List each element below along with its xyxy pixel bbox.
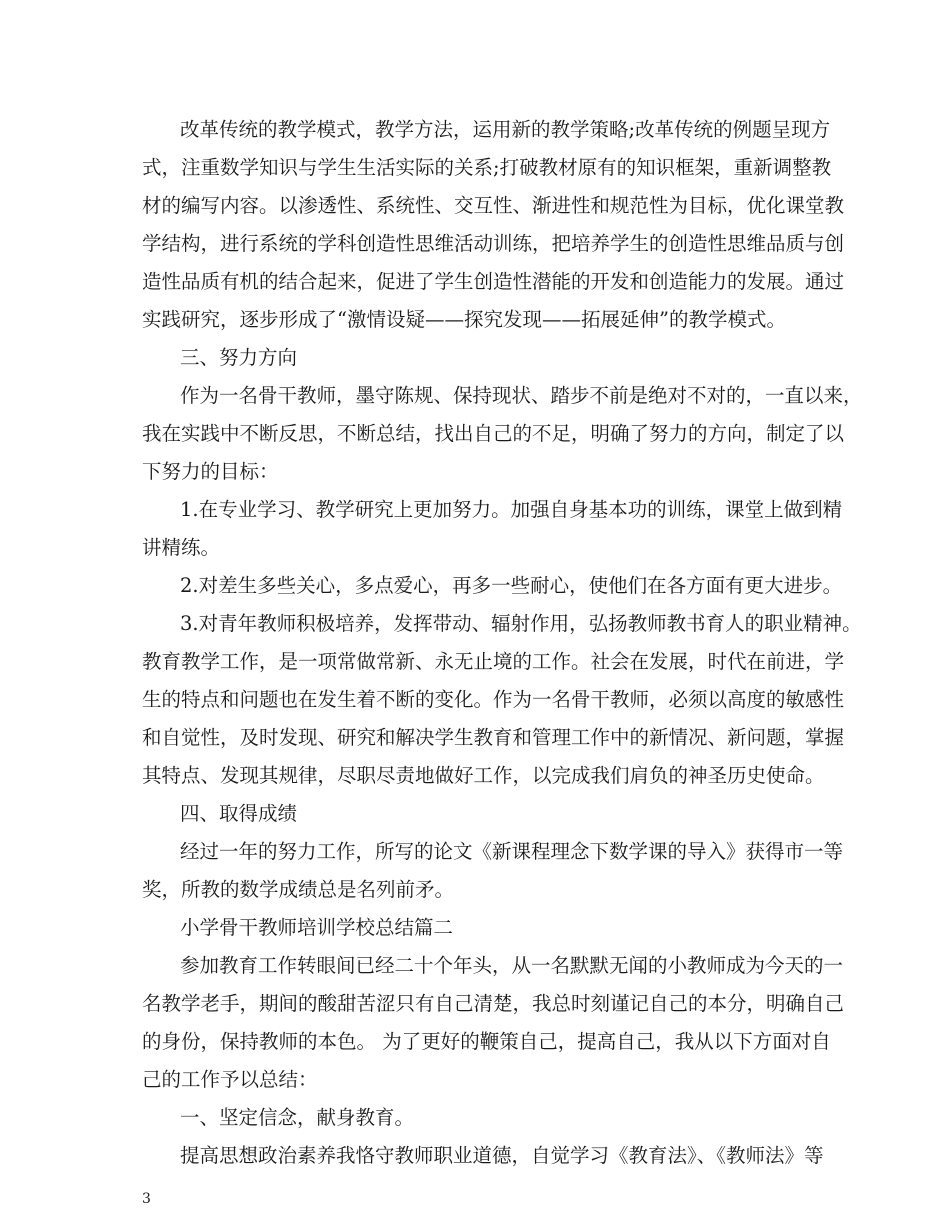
text-line: 下努力的目标： xyxy=(142,460,279,483)
text-line: 生的特点和问题也在发生着不断的变化。作为一名骨干教师，必须以高度的敏感性 xyxy=(142,688,845,711)
section-heading: 四、取得成绩 xyxy=(180,802,298,825)
text-line: 奖，所教的数学成绩总是名列前矛。 xyxy=(142,878,455,901)
text-line: 名教学老手，期间的酸甜苦涩只有自己清楚，我总时刻谨记自己的本分，明确自己 xyxy=(142,992,845,1015)
text-line: 其特点、发现其规律，尽职尽责地做好工作，以完成我们肩负的神圣历史使命。 xyxy=(142,764,825,787)
text-line: 教育教学工作，是一项常做常新、永无止境的工作。社会在发展，时代在前进，学 xyxy=(142,650,845,673)
text-line: 提高思想政治素养我恪守教师职业道德，自觉学习《教育法》、《教师法》等 xyxy=(180,1144,824,1167)
text-line: 的身份，保持教师的本色。 为了更好的鞭策自己，提高自己，我从以下方面对自 xyxy=(142,1030,831,1053)
text-line: 实践研究，逐步形成了“激情设疑——探究发现——拓展延伸”的教学模式。 xyxy=(142,308,786,331)
list-item: 3.对青年教师积极培养，发挥带动、辐射作用，弘扬教师教书育人的职业精神。 xyxy=(180,612,862,635)
text-line: 和自觉性，及时发现、研究和解决学生教育和管理工作中的新情况、新问题，掌握 xyxy=(142,726,845,749)
text-line: 己的工作予以总结： xyxy=(142,1068,318,1091)
list-item: 1.在专业学习、教学研究上更加努力。加强自身基本功的训练，课堂上做到精 xyxy=(180,498,843,521)
text-line: 材的编写内容。以渗透性、系统性、交互性、渐进性和规范性为目标，优化课堂教 xyxy=(142,194,845,217)
text-line: 我在实践中不断反思，不断总结，找出自己的不足，明确了努力的方向，制定了以 xyxy=(142,422,845,445)
text-line: 学结构，进行系统的学科创造性思维活动训练，把培养学生的创造性思维品质与创 xyxy=(142,232,845,255)
section-heading: 一、坚定信念，献身教育。 xyxy=(180,1106,415,1129)
list-item: 2.对差生多些关心，多点爱心，再多一些耐心，使他们在各方面有更大进步。 xyxy=(180,574,843,597)
text-line: 经过一年的努力工作，所写的论文《新课程理念下数学课的导入》获得市一等 xyxy=(180,840,844,863)
section-heading: 三、努力方向 xyxy=(180,346,298,369)
text-line: 参加教育工作转眼间已经二十个年头，从一名默默无闻的小教师成为今天的一 xyxy=(180,954,844,977)
text-line: 造性品质有机的结合起来，促进了学生创造性潜能的开发和创造能力的发展。通过 xyxy=(142,270,845,293)
section-title: 小学骨干教师培训学校总结篇二 xyxy=(180,916,454,939)
page-number: 3 xyxy=(142,1191,151,1207)
text-line: 式，注重数学知识与学生生活实际的关系;打破教材原有的知识框架，重新调整教 xyxy=(142,156,832,179)
text-line: 作为一名骨干教师，墨守陈规、保持现状、踏步不前是绝对不对的，一直以来， xyxy=(180,384,863,407)
text-line: 改革传统的教学模式，教学方法，运用新的教学策略;改革传统的例题呈现方 xyxy=(180,118,831,141)
text-line: 讲精练。 xyxy=(142,536,221,559)
